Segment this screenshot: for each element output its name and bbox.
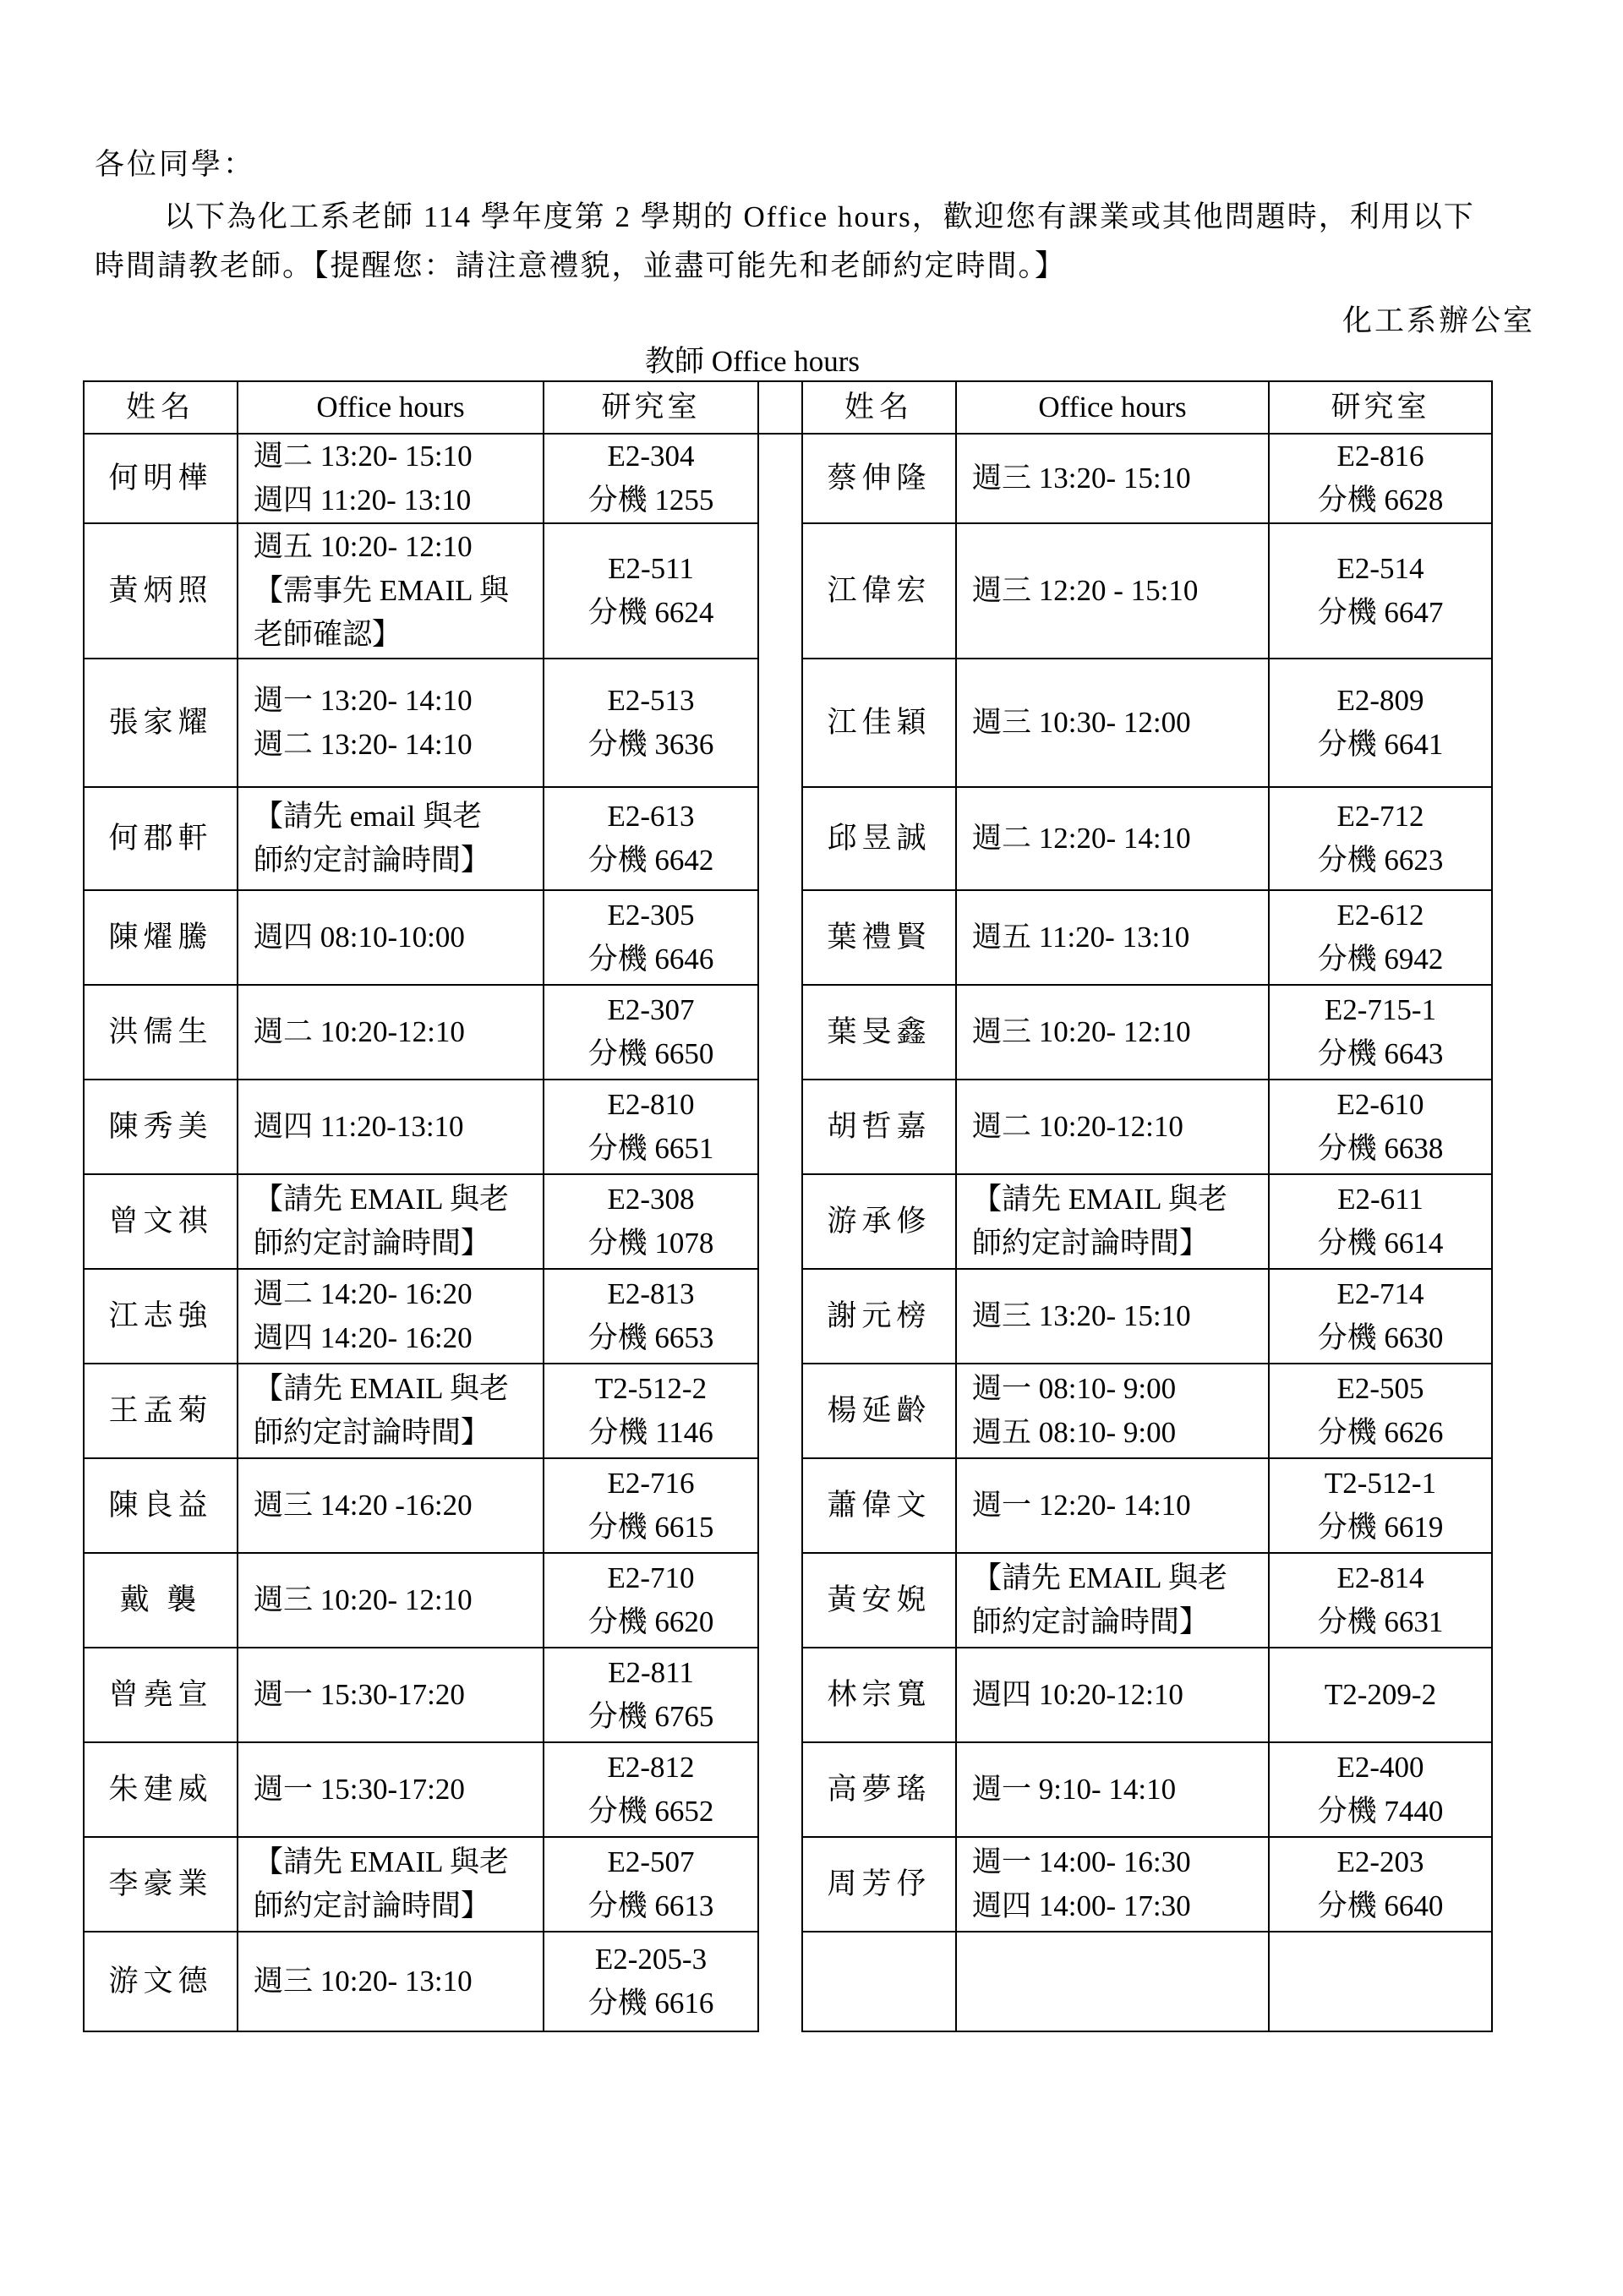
table-row xyxy=(84,985,1492,1080)
column-gap xyxy=(758,659,802,787)
teacher-name: 葉旻鑫 xyxy=(802,985,956,1080)
intro-paragraph xyxy=(95,193,1532,291)
teacher-name: 蕭偉文 xyxy=(802,1458,956,1553)
room-cell: E2-511 分機 6624 xyxy=(544,523,758,659)
greeting: 各位同學： xyxy=(95,148,256,181)
teacher-name: 游文德 xyxy=(84,1932,238,2031)
teacher-name: 何郡軒 xyxy=(84,787,238,890)
table-row xyxy=(84,1458,1492,1553)
teacher-name: 葉禮賢 xyxy=(802,890,956,985)
room-cell: T2-512-2 分機 1146 xyxy=(544,1364,758,1458)
table-row xyxy=(84,1553,1492,1648)
teacher-name: 戴 襲 xyxy=(84,1553,238,1648)
teacher-name: 黃安婗 xyxy=(802,1553,956,1648)
teacher-name: 陳良益 xyxy=(84,1458,238,1553)
room-cell: E2-816 分機 6628 xyxy=(1269,434,1492,523)
teacher-name: 林宗寬 xyxy=(802,1648,956,1742)
table-row xyxy=(84,787,1492,890)
office-hours-cell: 【請先 EMAIL 與老 師約定討論時間】 xyxy=(956,1174,1269,1269)
room-cell: E2-305 分機 6646 xyxy=(544,890,758,985)
header-hours-left: Office hours xyxy=(238,381,544,434)
office-hours-cell: 週一 9:10- 14:10 xyxy=(956,1742,1269,1837)
column-gap xyxy=(758,1080,802,1174)
teacher-name: 江偉宏 xyxy=(802,523,956,659)
room-cell: E2-611 分機 6614 xyxy=(1269,1174,1492,1269)
teacher-name: 張家耀 xyxy=(84,659,238,787)
column-gap xyxy=(758,787,802,890)
table-row xyxy=(84,1080,1492,1174)
office-hours-cell: 【請先 EMAIL 與老 師約定討論時間】 xyxy=(956,1553,1269,1648)
header-name-right: 姓名 xyxy=(802,381,956,434)
table-row xyxy=(84,523,1492,659)
room-cell: E2-811 分機 6765 xyxy=(544,1648,758,1742)
header-hours-right: Office hours xyxy=(956,381,1269,434)
teacher-name: 邱昱誠 xyxy=(802,787,956,890)
column-gap xyxy=(758,1174,802,1269)
office-hours-cell: 週四 08:10-10:00 xyxy=(238,890,544,985)
office-hours-cell: 週三 13:20- 15:10 xyxy=(956,1269,1269,1364)
office-hours-cell: 【請先 EMAIL 與老 師約定討論時間】 xyxy=(238,1837,544,1932)
teacher-name: 李豪業 xyxy=(84,1837,238,1932)
office-hours-cell: 週三 10:20- 12:10 xyxy=(238,1553,544,1648)
teacher-name: 楊延齡 xyxy=(802,1364,956,1458)
teacher-name: 王孟菊 xyxy=(84,1364,238,1458)
office-hours-cell: 週一 15:30-17:20 xyxy=(238,1648,544,1742)
teacher-name: 胡哲嘉 xyxy=(802,1080,956,1174)
header-room-right: 研究室 xyxy=(1269,381,1492,434)
room-cell: E2-308 分機 1078 xyxy=(544,1174,758,1269)
room-cell: E2-716 分機 6615 xyxy=(544,1458,758,1553)
table-row xyxy=(84,1837,1492,1932)
table-row xyxy=(84,1648,1492,1742)
column-gap xyxy=(758,1932,802,2031)
column-gap xyxy=(758,1648,802,1742)
room-cell: E2-205-3 分機 6616 xyxy=(544,1932,758,2031)
room-cell: E2-810 分機 6651 xyxy=(544,1080,758,1174)
header-name-left: 姓名 xyxy=(84,381,238,434)
room-cell: E2-813 分機 6653 xyxy=(544,1269,758,1364)
column-gap xyxy=(758,1364,802,1458)
column-gap xyxy=(758,890,802,985)
teacher-name: 江志強 xyxy=(84,1269,238,1364)
teacher-name: 黃炳照 xyxy=(84,523,238,659)
table-row xyxy=(84,890,1492,985)
teacher-name: 陳秀美 xyxy=(84,1080,238,1174)
teacher-name: 周芳伃 xyxy=(802,1837,956,1932)
room-cell: E2-715-1 分機 6643 xyxy=(1269,985,1492,1080)
office-hours-cell: 週三 10:20- 13:10 xyxy=(238,1932,544,2031)
teacher-name: 江佳穎 xyxy=(802,659,956,787)
office-signature: 化工系辦公室 xyxy=(1342,304,1535,337)
column-gap xyxy=(758,1553,802,1648)
intro-line-2: 時間請教老師。【提醒您：請注意禮貌，並盡可能先和老師約定時間。】 xyxy=(95,249,1067,282)
office-hours-cell: 週三 10:30- 12:00 xyxy=(956,659,1269,787)
office-hours-cell: 週三 12:20 - 15:10 xyxy=(956,523,1269,659)
office-hours-cell: 週二 10:20-12:10 xyxy=(238,985,544,1080)
office-hours-cell: 週二 12:20- 14:10 xyxy=(956,787,1269,890)
teacher-name xyxy=(802,1932,956,2031)
room-cell: E2-505 分機 6626 xyxy=(1269,1364,1492,1458)
room-cell: E2-610 分機 6638 xyxy=(1269,1080,1492,1174)
office-hours-table xyxy=(83,380,1493,2032)
table-title: 教師 Office hours xyxy=(644,345,861,378)
room-cell: E2-203 分機 6640 xyxy=(1269,1837,1492,1932)
office-hours-cell: 【請先 email 與老 師約定討論時間】 xyxy=(238,787,544,890)
header-room-left: 研究室 xyxy=(544,381,758,434)
room-cell: E2-710 分機 6620 xyxy=(544,1553,758,1648)
table-row xyxy=(84,1269,1492,1364)
column-gap xyxy=(758,523,802,659)
room-cell: E2-809 分機 6641 xyxy=(1269,659,1492,787)
room-cell: E2-613 分機 6642 xyxy=(544,787,758,890)
column-gap xyxy=(758,1742,802,1837)
office-hours-cell: 週五 11:20- 13:10 xyxy=(956,890,1269,985)
table-row xyxy=(84,1364,1492,1458)
office-hours-cell: 週二 13:20- 15:10 週四 11:20- 13:10 xyxy=(238,434,544,523)
teacher-name: 曾文祺 xyxy=(84,1174,238,1269)
table-row xyxy=(84,1174,1492,1269)
column-gap xyxy=(758,381,802,434)
column-gap xyxy=(758,1837,802,1932)
column-gap xyxy=(758,1269,802,1364)
teacher-name: 陳燿騰 xyxy=(84,890,238,985)
room-cell: E2-712 分機 6623 xyxy=(1269,787,1492,890)
room-cell: E2-812 分機 6652 xyxy=(544,1742,758,1837)
column-gap xyxy=(758,434,802,523)
teacher-name: 高夢瑤 xyxy=(802,1742,956,1837)
room-cell: E2-814 分機 6631 xyxy=(1269,1553,1492,1648)
room-cell: E2-400 分機 7440 xyxy=(1269,1742,1492,1837)
office-hours-cell: 【請先 EMAIL 與老 師約定討論時間】 xyxy=(238,1174,544,1269)
teacher-name: 洪儒生 xyxy=(84,985,238,1080)
intro-line-1: 以下為化工系老師 114 學年度第 2 學期的 Office hours，歡迎您有課業或其他問題時，利用以下 xyxy=(164,200,1475,233)
room-cell: T2-209-2 xyxy=(1269,1648,1492,1742)
office-hours-cell: 週一 13:20- 14:10 週二 13:20- 14:10 xyxy=(238,659,544,787)
room-cell: E2-514 分機 6647 xyxy=(1269,523,1492,659)
teacher-name: 蔡伸隆 xyxy=(802,434,956,523)
header-row xyxy=(84,381,1492,434)
table-row xyxy=(84,1932,1492,2031)
room-cell: E2-612 分機 6942 xyxy=(1269,890,1492,985)
office-hours-cell: 週四 10:20-12:10 xyxy=(956,1648,1269,1742)
office-hours-cell: 週三 13:20- 15:10 xyxy=(956,434,1269,523)
table-row xyxy=(84,659,1492,787)
room-cell: E2-507 分機 6613 xyxy=(544,1837,758,1932)
teacher-name: 朱建威 xyxy=(84,1742,238,1837)
office-hours-cell: 週三 10:20- 12:10 xyxy=(956,985,1269,1080)
teacher-name: 游承修 xyxy=(802,1174,956,1269)
room-cell: E2-513 分機 3636 xyxy=(544,659,758,787)
table-row xyxy=(84,434,1492,523)
office-hours-cell: 週二 10:20-12:10 xyxy=(956,1080,1269,1174)
office-hours-cell: 週三 14:20 -16:20 xyxy=(238,1458,544,1553)
room-cell: E2-307 分機 6650 xyxy=(544,985,758,1080)
office-hours-cell: 週二 14:20- 16:20 週四 14:20- 16:20 xyxy=(238,1269,544,1364)
office-hours-cell: 週一 08:10- 9:00 週五 08:10- 9:00 xyxy=(956,1364,1269,1458)
room-cell: E2-304 分機 1255 xyxy=(544,434,758,523)
teacher-name: 曾堯宣 xyxy=(84,1648,238,1742)
room-cell: T2-512-1 分機 6619 xyxy=(1269,1458,1492,1553)
office-hours-cell: 週一 12:20- 14:10 xyxy=(956,1458,1269,1553)
room-cell xyxy=(1269,1932,1492,2031)
office-hours-cell: 週四 11:20-13:10 xyxy=(238,1080,544,1174)
office-hours-cell: 週一 14:00- 16:30 週四 14:00- 17:30 xyxy=(956,1837,1269,1932)
office-hours-cell: 週一 15:30-17:20 xyxy=(238,1742,544,1837)
office-hours-cell xyxy=(956,1932,1269,2031)
table-row xyxy=(84,1742,1492,1837)
office-hours-cell: 【請先 EMAIL 與老 師約定討論時間】 xyxy=(238,1364,544,1458)
column-gap xyxy=(758,1458,802,1553)
teacher-name: 謝元榜 xyxy=(802,1269,956,1364)
room-cell: E2-714 分機 6630 xyxy=(1269,1269,1492,1364)
office-hours-cell: 週五 10:20- 12:10 【需事先 EMAIL 與 老師確認】 xyxy=(238,523,544,659)
column-gap xyxy=(758,985,802,1080)
teacher-name: 何明樺 xyxy=(84,434,238,523)
